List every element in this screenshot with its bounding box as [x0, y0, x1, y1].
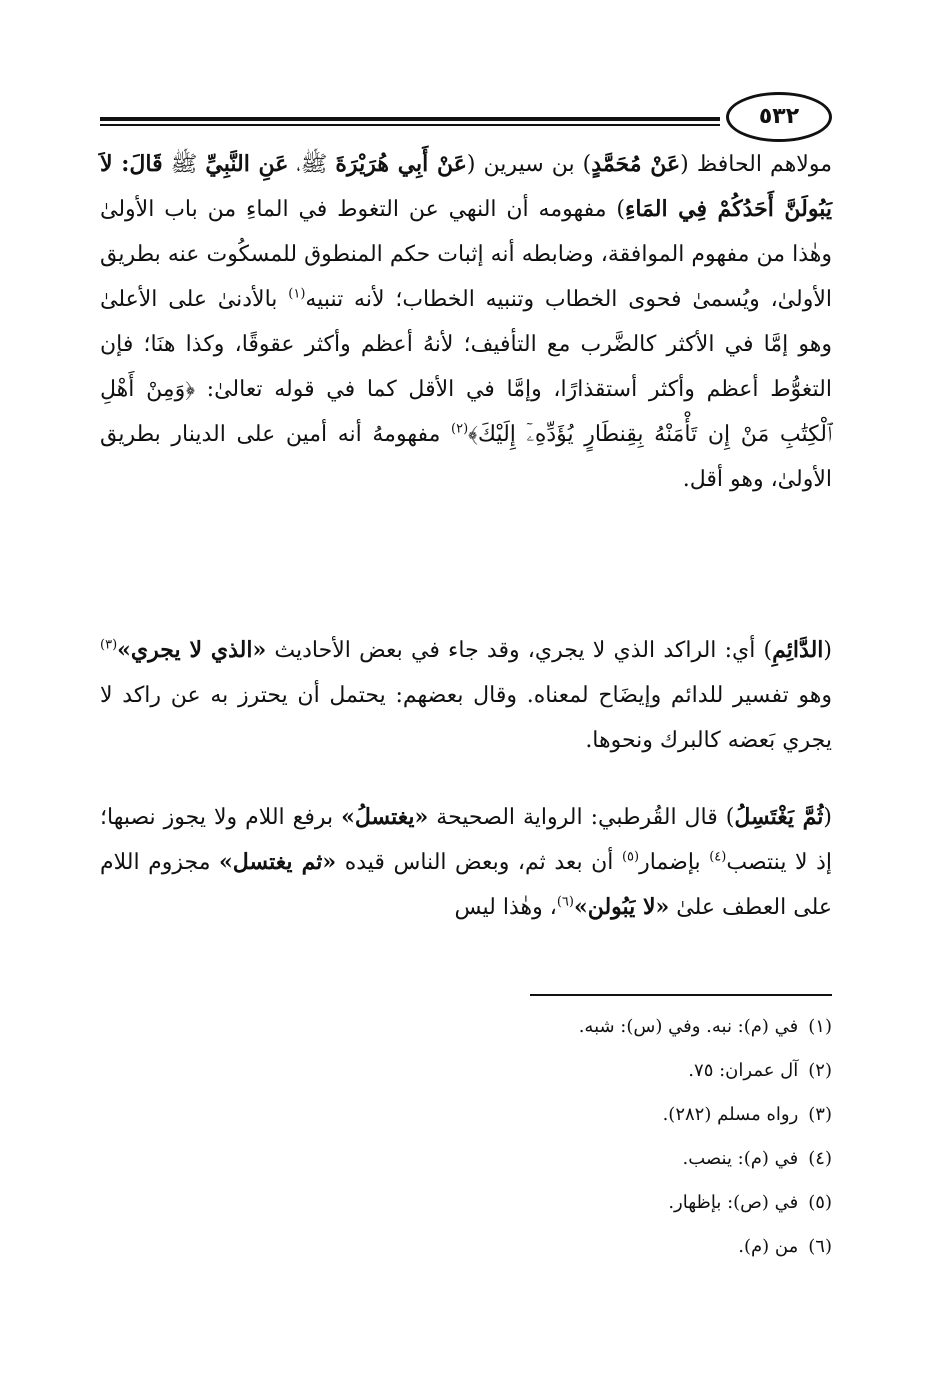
paragraph-1 [100, 142, 832, 502]
footnote-number: (٦) [808, 1236, 832, 1257]
text-span: أن بعد ثم، وبعض الناس قيده [336, 850, 622, 875]
text-span: ، وهٰذا ليس [454, 895, 557, 920]
footnote-text: رواه مسلم (٢٨٢). [662, 1104, 799, 1125]
text-span: ) أي: الراكد الذي لا يجري، وقد جاء في بعض الأحاديث [266, 638, 773, 663]
honorific: ﷺ [162, 152, 206, 177]
footnote-text: في (م): ينصب. [682, 1148, 799, 1169]
footnote-number: (٤) [808, 1148, 832, 1169]
quran-verse: ﴿وَمِنْ أَهْلِ ٱلْكِتَٰبِ مَنْ إِن تَأْمَنْهُ بِقِنطَارٍ يُؤَدِّهِۦٓ إِلَيْكَ﴾ [100, 377, 832, 447]
footnote-item [400, 1049, 832, 1093]
footnote-item [400, 1137, 832, 1181]
hadith-text: عَنِ النَّبِيِّ [205, 151, 289, 177]
text-span: ) قال القُرطبي: الرواية الصحيحة [428, 805, 735, 830]
hadith-text: عَنْ مُحَمَّدٍ [591, 151, 681, 177]
footnote-ref-1[interactable]: (١) [288, 286, 306, 302]
paragraph-3 [100, 795, 832, 930]
hadith-text: «الذي لا يجري» [117, 637, 267, 663]
text-span: ) مفهومه أن النهي عن التغوط في الماءِ من باب الأولىٰ وهٰذا من مفهوم الموافقة، وضابطه أنه إثبات حكم المنطوق للمسكُوت عنه بطريق الأولىٰ، ويُسمىٰ فحوى الخطاب وتنبيه الخطاب؛ لأنه تنبيه [100, 197, 832, 312]
footnote-item [400, 1181, 832, 1225]
footnote-text: في (م): نبه. وفي (س): شبه. [578, 1016, 799, 1037]
text-span: برفع اللام ولا يجوز نصبها؛ إذ لا ينتصب [100, 805, 832, 875]
footnote-ref-5[interactable]: (٥) [621, 849, 640, 865]
paragraph-2 [100, 628, 832, 763]
text-span: ( [823, 805, 832, 830]
text-span: ( [823, 638, 832, 663]
text-span: وهو تفسير للدائم وإيضَاح لمعناه. وقال بعضهم: يحتمل أن يحترز به عن راكد لا يجري بَعضه كالبرك ونحوها. [100, 683, 832, 753]
footnote-ref-6[interactable]: (٦) [556, 894, 574, 910]
header-rule-thin [100, 124, 720, 126]
footnote-number: (٥) [808, 1192, 832, 1213]
footnote-ref-4[interactable]: (٤) [709, 849, 727, 865]
text-span: بالأدنىٰ على الأعلىٰ وهو إمَّا في الأكثر كالضَّرب مع التأفيف؛ لأنهُ أعظم وأكثر عقوقًا، وكذا هنَا؛ فإن التغوُّط أعظم وأكثر أستقذارًا، وإمَّا في الأقل كما في قوله تعالىٰ: [100, 287, 832, 402]
hadith-text: ثُمَّ يَغْتَسِلُ [734, 804, 824, 830]
text-span: مفهومهُ أنه أمين على الدينار بطريق الأولىٰ، وهو أقل. [100, 422, 832, 492]
hadith-text: عَنْ أَبِي هُرَيْرَةَ [335, 151, 467, 177]
footnote-text: في (ص): بإظهار. [668, 1192, 799, 1213]
footnote-item [400, 1093, 832, 1137]
footnote-number: (٣) [808, 1104, 832, 1125]
hadith-text: قَالَ: لاَ يَبُولَنَّ أَحَدُكُمْ فِي المَاءِ [100, 151, 832, 222]
footnote-item [400, 1225, 832, 1269]
footnote-ref-2[interactable]: (٢) [451, 421, 469, 437]
text-span: مجزوم اللام على العطف علىٰ [100, 850, 832, 920]
footnotes-list [400, 1005, 832, 1269]
page-number-circle [726, 92, 832, 142]
hadith-text: «لا يَبُولن» [573, 894, 670, 920]
footnote-number: (١) [808, 1016, 832, 1037]
footnote-ref-3[interactable]: (٣) [100, 637, 118, 653]
text-span: مولاهم الحافظ ( [680, 152, 832, 177]
honorific: ﷺ، [288, 152, 336, 177]
hadith-text: الدَّائِمِ [772, 637, 824, 663]
footnote-separator [530, 994, 832, 996]
text-span: ) بن سيرين ( [466, 152, 592, 177]
header-rule-thick [100, 117, 720, 121]
hadith-text: «ثم يغتسل» [219, 849, 337, 875]
footnote-item [400, 1005, 832, 1049]
page-number: ٥٣٢ [758, 104, 800, 129]
page-header [100, 92, 832, 142]
footnote-text: آل عمران: ٧٥. [688, 1060, 799, 1081]
footnote-text: من (م). [738, 1236, 799, 1257]
footnote-number: (٢) [808, 1060, 832, 1081]
hadith-text: «يغتسلُ» [341, 804, 429, 830]
text-span: بإضمار [639, 850, 710, 875]
